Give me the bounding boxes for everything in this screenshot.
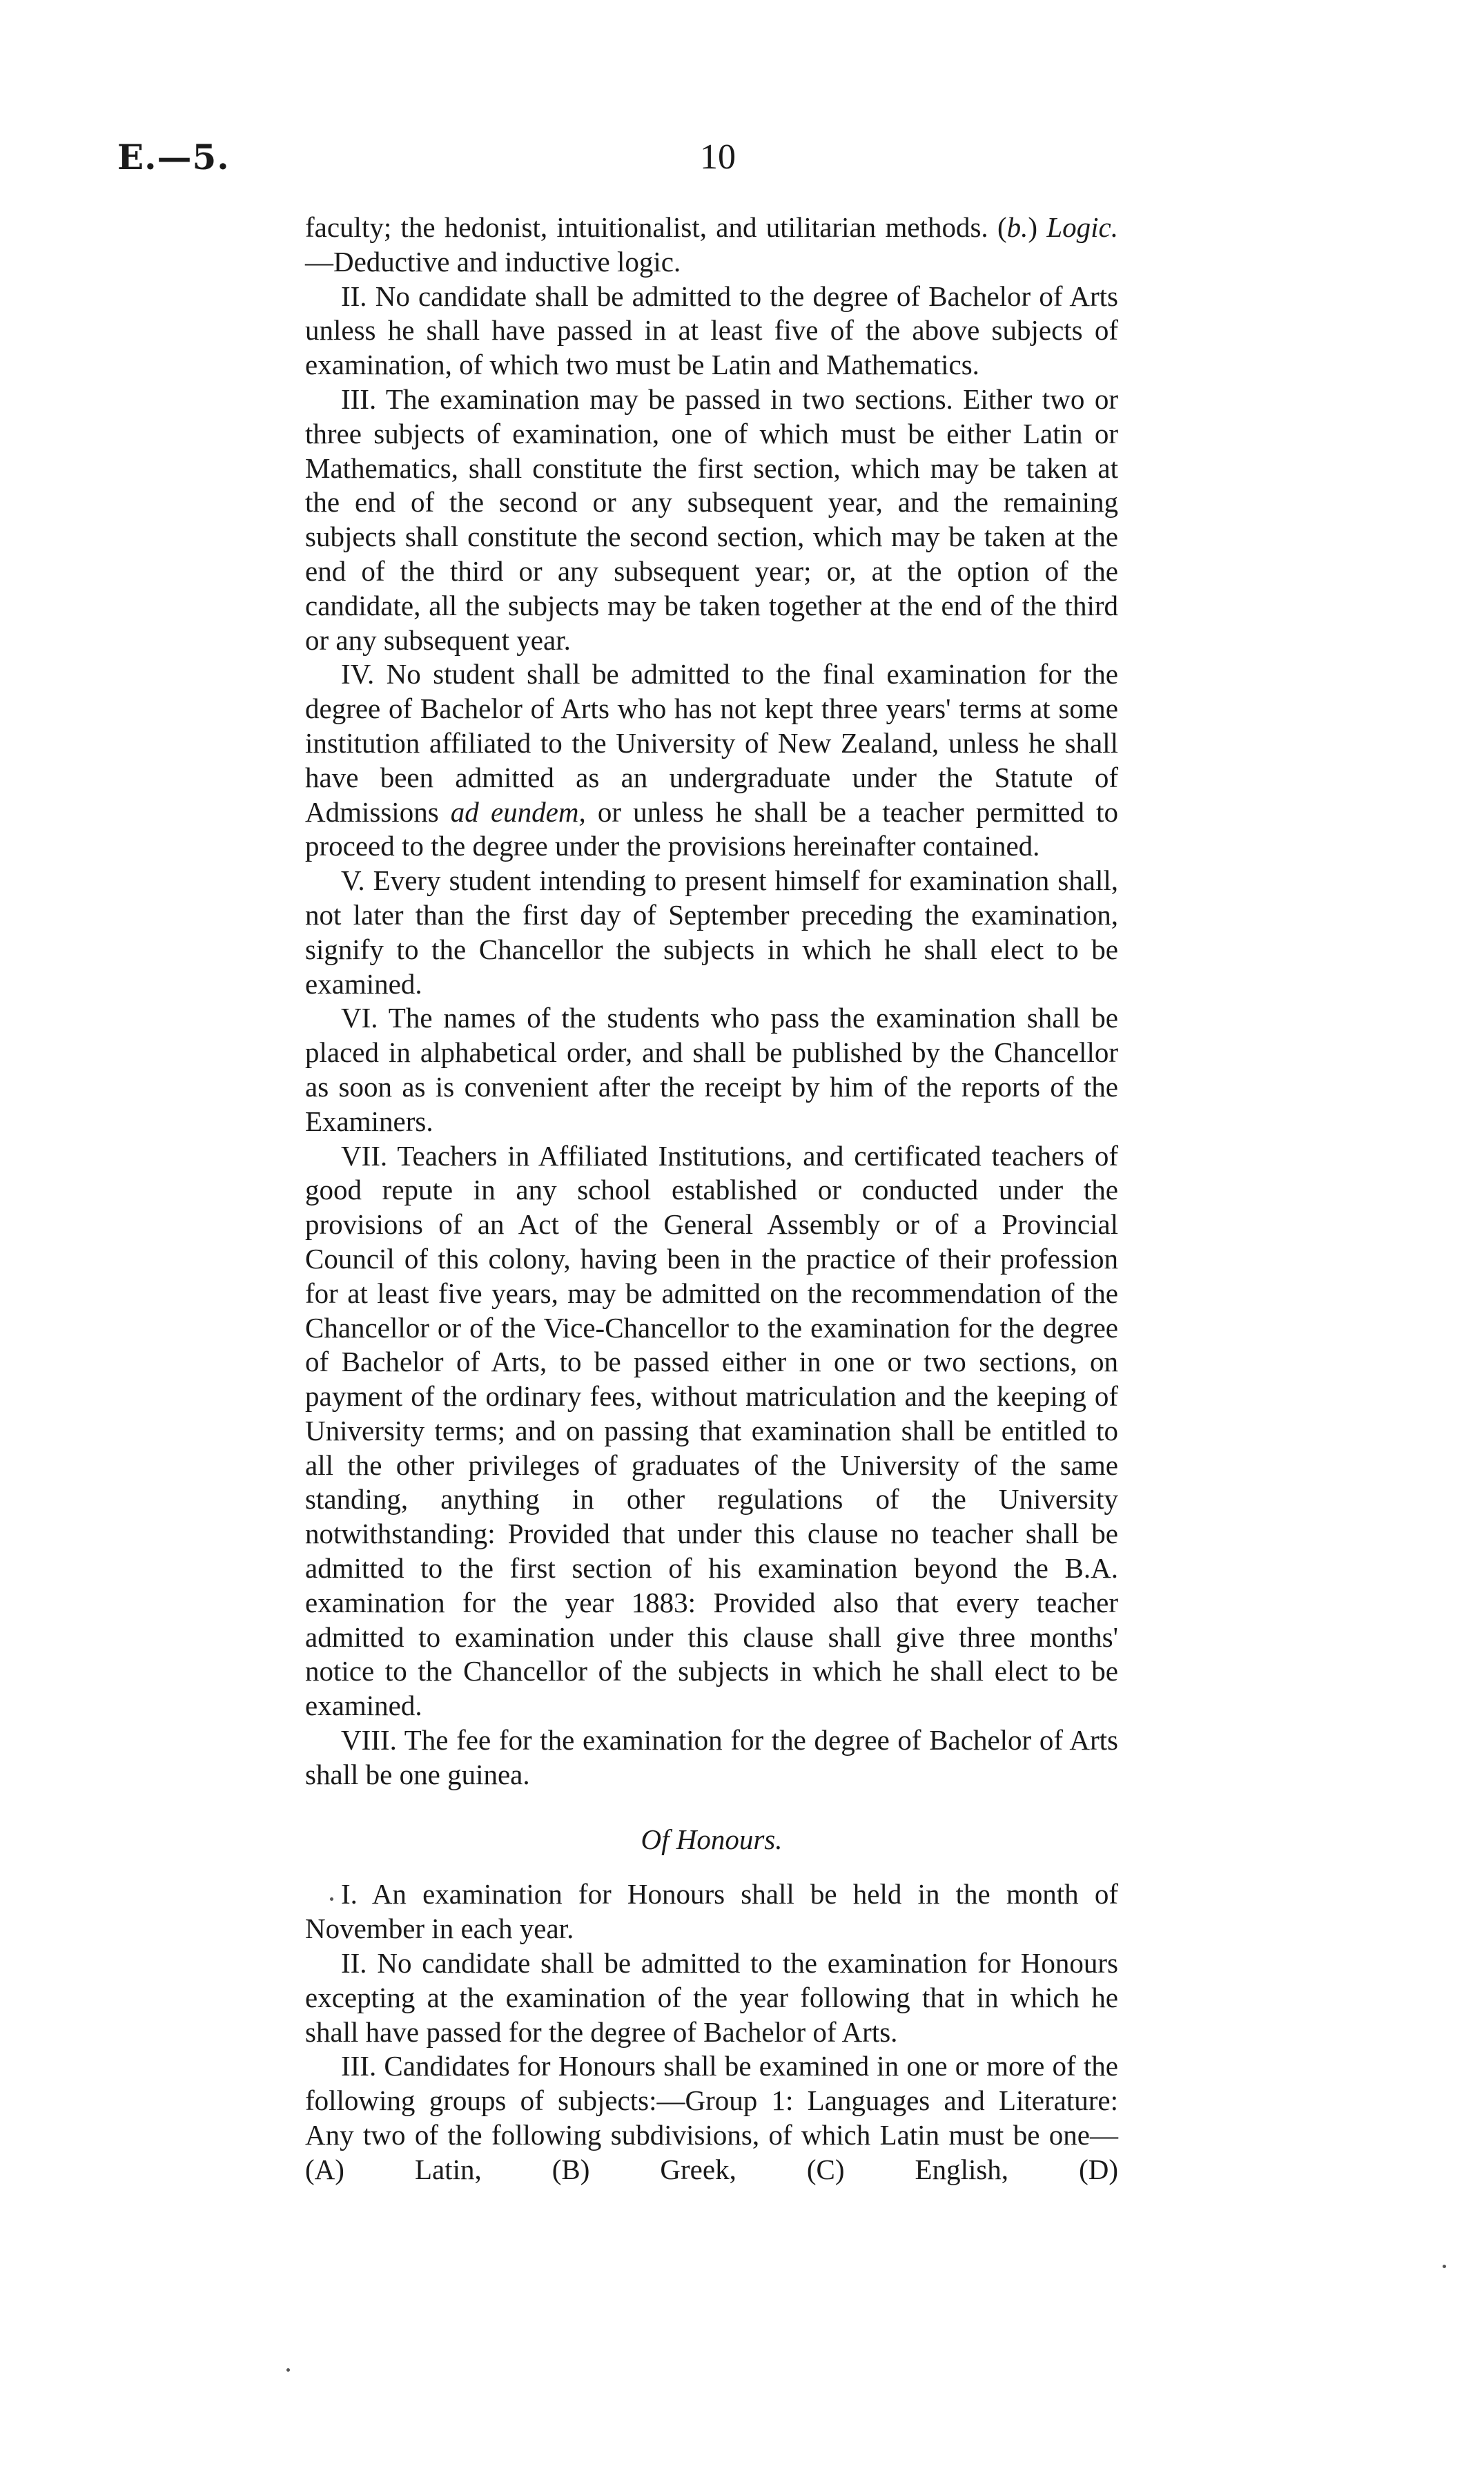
honours-clause-iii: III. Candidates for Honours shall be examined in one or more of the following groups of subjects:—Group 1: Languages and Literature: Any two of the following subdivisions, of which Latin must be one—(A) Latin, (B) Greek, (C) English, (D) xyxy=(305,2050,1118,2185)
honours-clause-i: I. An examination for Honours shall be held in the month of November in each year. xyxy=(305,1878,1118,1945)
paragraph-ethics-logic xyxy=(305,211,1118,280)
stray-mark xyxy=(1443,2265,1446,2268)
subsection-b-label: b. xyxy=(1006,211,1028,243)
clause-viii-fee: VIII. The fee for the examination for the degree of Bachelor of Arts shall be one guinea. xyxy=(305,1724,1118,1790)
honours-clause-ii: II. No candidate shall be admitted to the examination for Honours excepting at the examination of the year following that in which he shall have passed for the degree of Bachelor of Arts. xyxy=(305,1947,1118,2048)
clause-iv-terms xyxy=(305,657,1118,864)
clause-vii-teachers: VII. Teachers in Affiliated Institutions, and certificated teachers of good repute in any school established or conducted under the provisions of an Act of the General Assembly or of a Provincial Council of this colony, having been in the practice of their profession for at least five years, may be admitted on the recommendation of the Chancellor or of the Vice-Chancellor to the examination for the degree of Bachelor of Arts, to be passed either in one or two sections, on payment of the ordinary fees, without matriculation and the keeping of University terms; and on passing that examination shall be entitled to all the other privileges of graduates of the University of the same standing, anything in other regulations of the University notwithstanding: Provided that under this clause no teacher shall be admitted to the first section of his examination beyond the B.A. examination for the year 1883: Provided also that every teacher admitted to examination under this clause shall give three months' notice to the Chancellor of the subjects in which he shall elect to be examined. xyxy=(305,1139,1118,1722)
stray-mark xyxy=(330,1897,333,1901)
page-number: 10 xyxy=(700,137,736,177)
logic-heading: Logic. xyxy=(1046,211,1118,243)
ethics-text: faculty; the hedonist, intuitionalist, and utilitarian methods. ( xyxy=(305,211,1007,243)
clause-iv-text-end: or unless he shall be a teacher permitted to proceed to the degree under the provisions hereinafter contained. xyxy=(305,795,1118,862)
stray-mark xyxy=(286,2368,290,2372)
section-heading-honours: Of Honours. xyxy=(641,1823,783,1855)
clause-iv-text: IV. No student shall be admitted to the final examination for the degree of Bachelor of Arts who has not kept three years' terms at some institution affiliated to the University of New Zealand, unless he shall have been admitted as an undergraduate under the Statute of Admissions xyxy=(305,658,1118,828)
logic-text: —Deductive and inductive logic. xyxy=(305,245,681,278)
ethics-text-close: ) xyxy=(1028,211,1047,243)
page-body xyxy=(305,211,1118,2187)
document-reference: E.—5. xyxy=(117,137,230,177)
ad-eundem: ad eundem, xyxy=(450,795,586,828)
clause-iii-sections: III. The examination may be passed in two sections. Either two or three subjects of examination, one of which must be either Latin or Mathematics, shall constitute the first section, which may be taken at the end of the second or any subsequent year, and the remaining subjects shall constitute the second section, which may be taken at the end of the third or any subsequent year; or, at the option of the candidate, all the subjects may be taken together at the end of the third or any subsequent year. xyxy=(305,383,1118,656)
clause-vi-results: VI. The names of the students who pass the examination shall be placed in alphabetical order, and shall be published by the Chancellor as soon as is convenient after the receipt by him of the reports of the Examiners. xyxy=(305,1002,1118,1137)
clause-v-notice: V. Every student intending to present himself for examination shall, not later than the first day of September preceding the examination, signify to the Chancellor the subjects in which he shall elect to be examined. xyxy=(305,864,1118,1000)
clause-ii-degree-requirements: II. No candidate shall be admitted to the degree of Bachelor of Arts unless he shall have passed in at least five of the above subjects of examination, of which two must be Latin and Mathematics. xyxy=(305,280,1118,381)
